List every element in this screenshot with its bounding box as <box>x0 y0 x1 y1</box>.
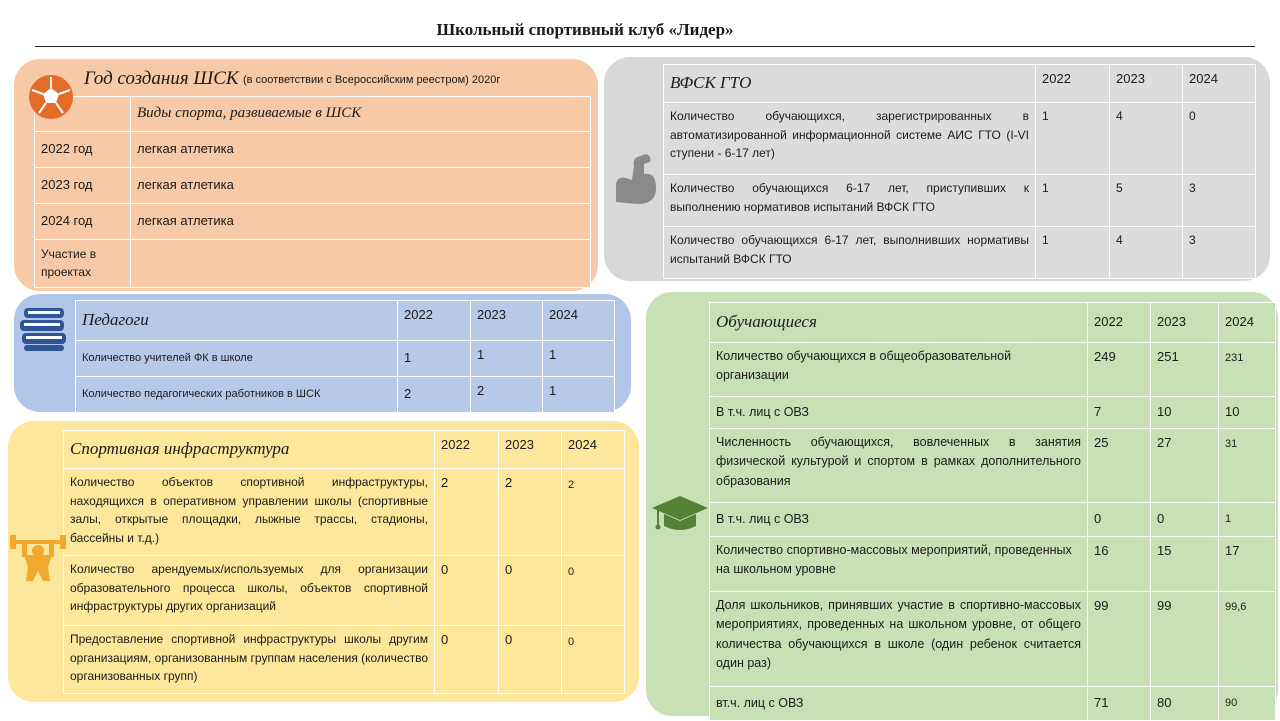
value-cell: 16 <box>1088 537 1151 592</box>
value-cell: 4 <box>1110 103 1183 175</box>
students-heading: Обучающиеся <box>710 303 1088 343</box>
value-cell: 3 <box>1183 175 1256 227</box>
table-row <box>710 537 1276 592</box>
weightlifter-icon <box>10 531 66 583</box>
value-cell: 0 <box>435 556 499 626</box>
value-cell: 0 <box>1183 103 1256 175</box>
gto-table <box>663 64 1256 279</box>
value-cell: 2 <box>435 469 499 556</box>
table-row <box>35 240 591 288</box>
table-row <box>64 556 625 626</box>
table-row <box>710 397 1276 429</box>
value-cell: 17 <box>1219 537 1276 592</box>
value-cell: 1 <box>1219 503 1276 537</box>
value-cell: 4 <box>1110 227 1183 279</box>
flexed-arm-icon <box>612 152 658 206</box>
row-label: Количество спортивно-массовых мероприятий, проведенных на школьном уровне <box>710 537 1088 592</box>
year-header: 2022 <box>1036 65 1110 103</box>
table-row <box>664 175 1256 227</box>
year-header: 2022 <box>435 431 499 469</box>
value-cell: 90 <box>1219 687 1276 721</box>
teachers-table <box>75 300 615 413</box>
value-cell: 2 <box>471 377 543 413</box>
foundation-table <box>34 96 591 288</box>
graduation-cap-icon <box>650 494 710 534</box>
row-label: Количество обучающихся в общеобразовательной организации <box>710 343 1088 397</box>
year-header: 2024 <box>1183 65 1256 103</box>
value-cell: 0 <box>562 556 625 626</box>
year-header: 2023 <box>1110 65 1183 103</box>
value-cell: 0 <box>435 626 499 694</box>
value-cell: 15 <box>1151 537 1219 592</box>
value-cell: 25 <box>1088 429 1151 503</box>
value-cell: 231 <box>1219 343 1276 397</box>
books-stack-icon <box>18 306 70 352</box>
value-cell: 3 <box>1183 227 1256 279</box>
table-row <box>710 343 1276 397</box>
row-label: Доля школьников, принявших участие в спортивно-массовых мероприятиях, проведенных на школьном уровне, от общего количества обучающихся в школе (один ребенок считается один раз) <box>710 592 1088 687</box>
value-cell: 0 <box>1088 503 1151 537</box>
table-row <box>664 227 1256 279</box>
value-cell: 80 <box>1151 687 1219 721</box>
table-row <box>35 168 591 204</box>
row-label: Количество педагогических работников в ШСК <box>76 377 398 413</box>
row-label: В т.ч. лиц с ОВЗ <box>710 397 1088 429</box>
year-header: 2024 <box>543 301 615 341</box>
table-row <box>710 687 1276 721</box>
students-table <box>709 302 1276 721</box>
table-row <box>35 97 591 132</box>
value-cell: 0 <box>499 556 562 626</box>
sports-header: Виды спорта, развиваемые в ШСК <box>131 97 591 132</box>
value-cell: 5 <box>1110 175 1183 227</box>
table-row <box>64 469 625 556</box>
value-cell: 10 <box>1151 397 1219 429</box>
value-cell: 27 <box>1151 429 1219 503</box>
year-cell: 2022 год <box>35 132 131 168</box>
year-header: 2024 <box>562 431 625 469</box>
row-label: Количество обучающихся 6-17 лет, выполнивших нормативы испытаний ВФСК ГТО <box>664 227 1036 279</box>
page-title: Школьный спортивный клуб «Лидер» <box>436 20 734 39</box>
year-header: 2024 <box>1219 303 1276 343</box>
table-row <box>710 303 1276 343</box>
value-cell: 1 <box>1036 175 1110 227</box>
table-row <box>64 431 625 469</box>
foundation-heading: Год создания ШСК <box>84 68 239 89</box>
year-header: 2023 <box>499 431 562 469</box>
value-cell: 251 <box>1151 343 1219 397</box>
year-header: 2022 <box>398 301 471 341</box>
table-row <box>664 65 1256 103</box>
infrastructure-table <box>63 430 625 694</box>
value-cell: 2 <box>398 377 471 413</box>
row-label: Количество обучающихся 6-17 лет, приступивших к выполнению нормативов испытаний ВФСК ГТО <box>664 175 1036 227</box>
value-cell: 2 <box>499 469 562 556</box>
value-cell: 31 <box>1219 429 1276 503</box>
value-cell: 99 <box>1088 592 1151 687</box>
table-row <box>710 429 1276 503</box>
year-cell: 2023 год <box>35 168 131 204</box>
value-cell: 99 <box>1151 592 1219 687</box>
row-label: вт.ч. лиц с ОВЗ <box>710 687 1088 721</box>
table-row <box>664 103 1256 175</box>
value-cell: 1 <box>543 341 615 377</box>
row-label: Количество объектов спортивной инфраструктуры, находящихся в оперативном управлении школы (спортивные залы, открытые площадки, лыжные трассы, стадионы, бассейны и т.д.) <box>64 469 435 556</box>
value-cell: 1 <box>471 341 543 377</box>
value-cell: 99,6 <box>1219 592 1276 687</box>
infrastructure-heading: Спортивная инфраструктура <box>64 431 435 469</box>
teachers-heading: Педагоги <box>76 301 398 341</box>
row-label: Численность обучающихся, вовлеченных в занятия физической культурой и спортом в рамках дополнительного образования <box>710 429 1088 503</box>
value-cell: 1 <box>1036 227 1110 279</box>
row-label: Количество арендуемых/используемых для организации образовательного процесса школы, объектов спортивной инфраструктуры других организаций <box>64 556 435 626</box>
value-cell: 249 <box>1088 343 1151 397</box>
table-row <box>76 301 615 341</box>
year-cell: 2024 год <box>35 204 131 240</box>
sport-cell: легкая атлетика <box>131 204 591 240</box>
sport-cell: легкая атлетика <box>131 168 591 204</box>
gto-heading: ВФСК ГТО <box>664 65 1036 103</box>
year-header: 2023 <box>1151 303 1219 343</box>
value-cell: 2 <box>562 469 625 556</box>
value-cell: 71 <box>1088 687 1151 721</box>
foundation-heading-block <box>84 68 500 90</box>
table-row <box>76 341 615 377</box>
soccer-ball-icon <box>28 74 74 120</box>
year-header: 2022 <box>1088 303 1151 343</box>
value-cell: 0 <box>499 626 562 694</box>
table-row <box>710 592 1276 687</box>
row-label: Количество учителей ФК в школе <box>76 341 398 377</box>
table-row <box>710 503 1276 537</box>
sport-cell: легкая атлетика <box>131 132 591 168</box>
table-row <box>64 626 625 694</box>
value-cell: 10 <box>1219 397 1276 429</box>
foundation-note: (в соответствии с Всероссийским реестром) 2020г <box>243 74 501 87</box>
year-header: 2023 <box>471 301 543 341</box>
row-label: Предоставление спортивной инфраструктуры школы другим организациям, организованным группам населения (количество организованных групп) <box>64 626 435 694</box>
table-row <box>76 377 615 413</box>
value-cell: 0 <box>562 626 625 694</box>
table-row <box>35 132 591 168</box>
value-cell: 1 <box>398 341 471 377</box>
row-label: Количество обучающихся, зарегистрированных в автоматизированной информационной системе АИС ГТО (I-VI ступени - 6-17 лет) <box>664 103 1036 175</box>
title-underline <box>35 46 1255 47</box>
value-cell: 1 <box>543 377 615 413</box>
value-cell: 7 <box>1088 397 1151 429</box>
table-row <box>35 204 591 240</box>
value-cell: 0 <box>1151 503 1219 537</box>
row-label: В т.ч. лиц с ОВЗ <box>710 503 1088 537</box>
value-cell: 1 <box>1036 103 1110 175</box>
projects-value <box>131 240 591 288</box>
projects-label: Участие в проектах <box>35 240 131 288</box>
